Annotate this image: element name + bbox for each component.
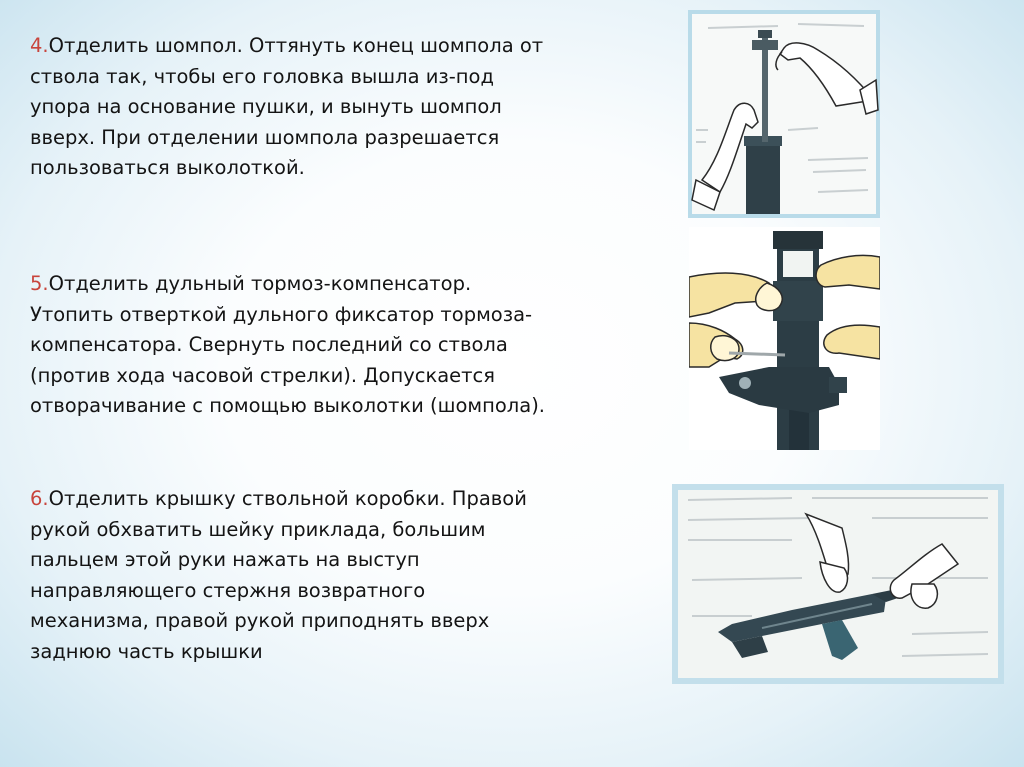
muzzle-brake-removal-illustration [689, 227, 880, 450]
step-5-number: 5. [30, 272, 49, 295]
cleaning-rod-removal-illustration [688, 10, 880, 218]
step-6-number: 6. [30, 487, 49, 510]
step-6-body: Отделить крышку ствольной коробки. Правой рукой обхватить шейку приклада, большим пальцем этой руки нажать на выступ направляющего стержня возвратного механизма, правой рукой приподнять вверх заднюю часть крышки [30, 487, 527, 663]
step-5-text [30, 269, 545, 422]
step-4-text [30, 31, 543, 184]
step-4-body: Отделить шомпол. Оттянуть конец шомпола от ствола так, чтобы его головка вышла из-под упора на основание пушки, и вынуть шомпол вверх. При отделении шомпола разрешается пользоваться выколоткой. [30, 34, 544, 179]
receiver-cover-removal-illustration [672, 484, 1004, 684]
step-6-text [30, 484, 527, 667]
step-4-number: 4. [30, 34, 49, 57]
step-5-body: Отделить дульный тормоз-компенсатор. Утопить отверткой дульного фиксатор тормоза- компенсатора. Свернуть последний со ствола (против хода часовой стрелки). Допускается отворачивание с помощью выколотки (шомпола). [30, 272, 545, 417]
